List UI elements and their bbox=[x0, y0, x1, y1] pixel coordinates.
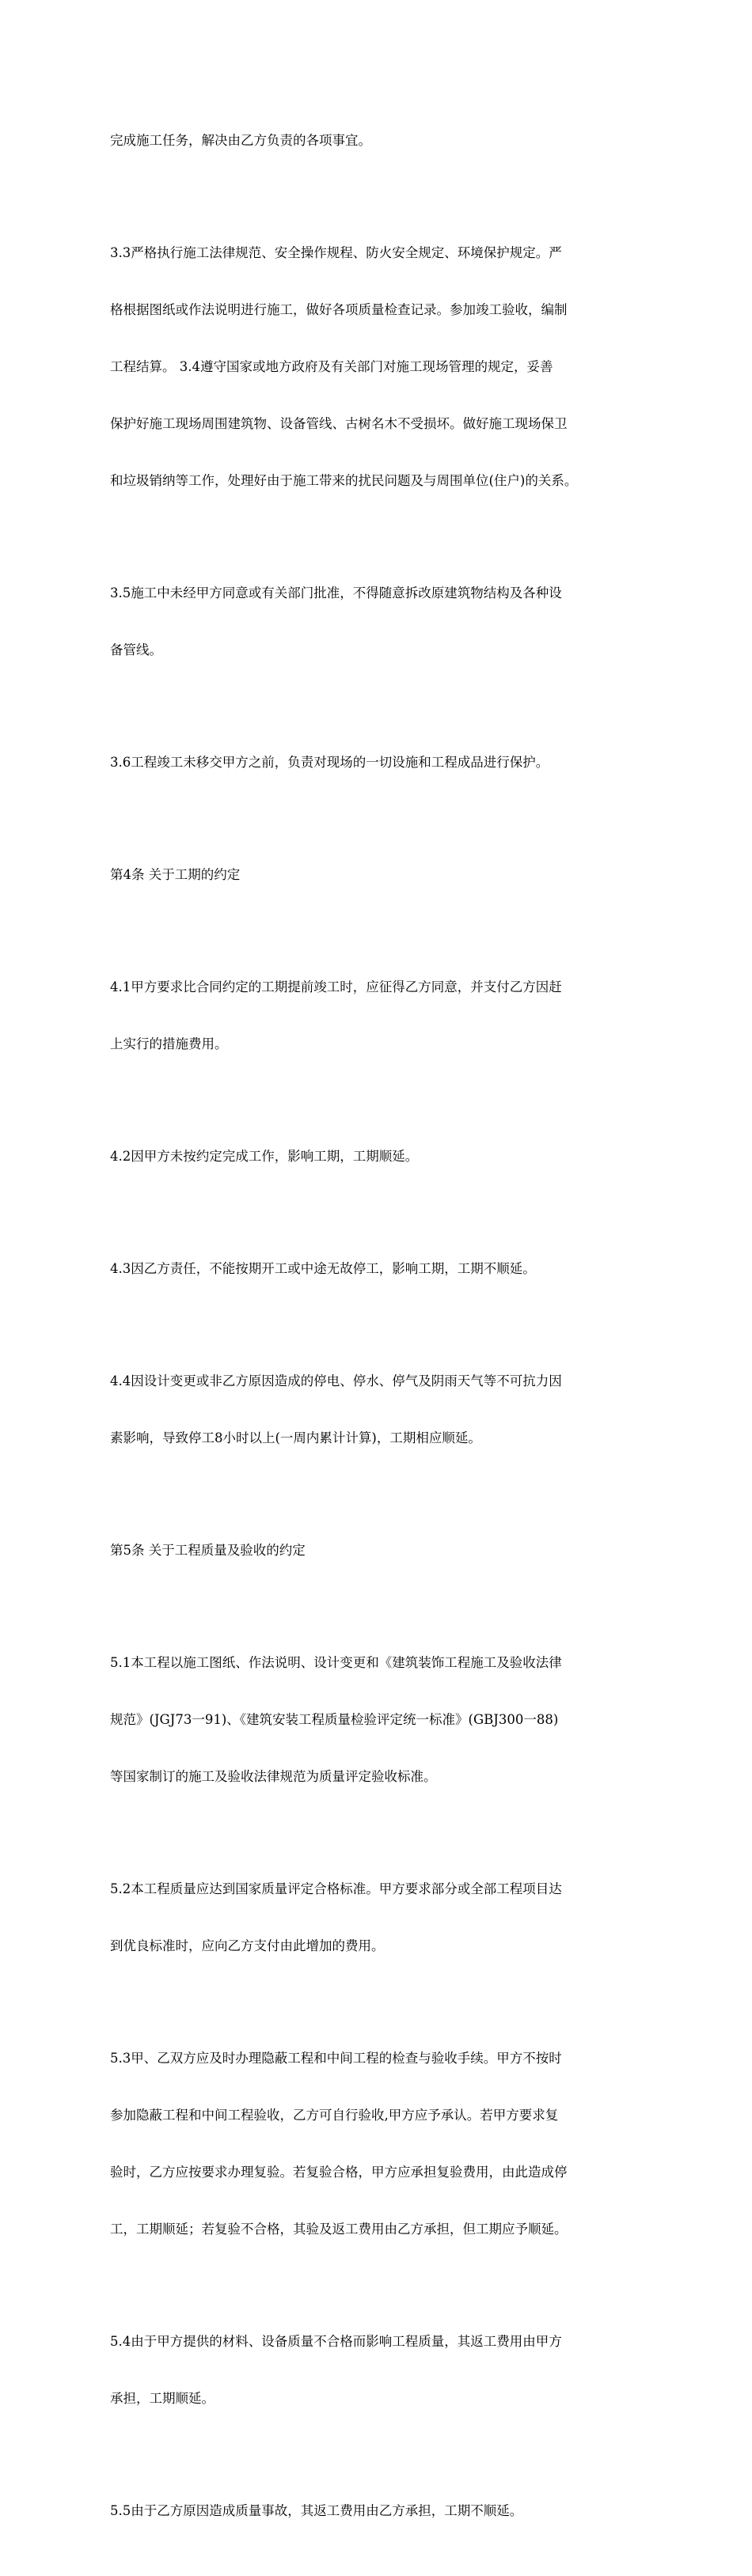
text-line: 5.4由于甲方提供的材料、设备质量不合格而影响工程质量，其返工费用由甲方 bbox=[110, 2334, 562, 2349]
text-line: 4.4因设计变更或非乙方原因造成的停电、停水、停气及阴雨天气等不可抗力因 bbox=[110, 1373, 562, 1388]
text-line: 3.3严格执行施工法律规范、安全操作规程、防火安全规定、环境保护规定。严 bbox=[110, 245, 562, 260]
text-line: 验时，乙方应按要求办理复验。若复验合格，甲方应承担复验费用，由此造成停 bbox=[110, 2165, 568, 2180]
paragraph-4-2 bbox=[110, 1109, 656, 1204]
text-line: 工程结算。 3.4遵守国家或地方政府及有关部门对施工现场管理的规定，妥善 bbox=[110, 359, 553, 374]
paragraph-3-6 bbox=[110, 715, 656, 810]
section-heading-article-5 bbox=[110, 1503, 656, 1598]
text-line: 规范》(JGJ73一91)、《建筑安装工程质量检验评定统一标准》(GBJ300一88) bbox=[110, 1712, 559, 1727]
text-line: 4.1甲方要求比合同约定的工期提前竣工时，应征得乙方同意，并支付乙方因赶 bbox=[110, 979, 562, 994]
text-line: 4.2因甲方未按约定完成工作，影响工期，工期顺延。 bbox=[110, 1149, 419, 1164]
text-line: 参加隐蔽工程和中间工程验收，乙方可自行验收,甲方应予承认。若甲方要求复 bbox=[110, 2108, 559, 2123]
text-line: 第5条 关于工程质量及验收的约定 bbox=[110, 1543, 306, 1558]
text-line: 第4条 关于工期的约定 bbox=[110, 867, 241, 882]
paragraph-continuation bbox=[110, 93, 656, 188]
document-page bbox=[110, 93, 656, 2576]
text-line: 5.5由于乙方原因造成质量事故，其返工费用由乙方承担，工期不顺延。 bbox=[110, 2503, 523, 2518]
paragraph-5-3 bbox=[110, 2011, 656, 2277]
text-line: 3.5施工中未经甲方同意或有关部门批准，不得随意拆改原建筑物结构及各种设 bbox=[110, 585, 562, 600]
paragraph-4-3 bbox=[110, 1222, 656, 1316]
text-line: 完成施工任务，解决由乙方负责的各项事宜。 bbox=[110, 133, 371, 148]
text-line: 上实行的措施费用。 bbox=[110, 1036, 228, 1051]
paragraph-4-4 bbox=[110, 1334, 656, 1486]
text-line: 5.2本工程质量应达到国家质量评定合格标准。甲方要求部分或全部工程项目达 bbox=[110, 1881, 562, 1896]
section-heading-article-4 bbox=[110, 828, 656, 922]
paragraph-5-5 bbox=[110, 2464, 656, 2559]
paragraph-5-1 bbox=[110, 1616, 656, 1824]
text-line: 素影响，导致停工8小时以上(一周内累计计算)，工期相应顺延。 bbox=[110, 1430, 481, 1445]
text-line: 到优良标准时，应向乙方支付由此增加的费用。 bbox=[110, 1938, 385, 1953]
text-line: 工，工期顺延；若复验不合格，其验及返工费用由乙方承担，但工期应予顺延。 bbox=[110, 2222, 568, 2237]
text-line: 3.6工程竣工未移交甲方之前，负责对现场的一切设施和工程成品进行保护。 bbox=[110, 755, 549, 770]
text-line: 和垃圾销纳等工作，处理好由于施工带来的扰民问题及与周围单位(住户)的关系。 bbox=[110, 473, 578, 488]
text-line: 保护好施工现场周围建筑物、设备管线、古树名木不受损坏。做好施工现场保卫 bbox=[110, 416, 568, 431]
paragraph-3-5 bbox=[110, 546, 656, 698]
text-line: 等国家制订的施工及验收法律规范为质量评定验收标准。 bbox=[110, 1769, 437, 1784]
text-line: 4.3因乙方责任，不能按期开工或中途无故停工，影响工期，工期不顺延。 bbox=[110, 1261, 536, 1276]
paragraph-3-3 bbox=[110, 206, 656, 528]
paragraph-5-4 bbox=[110, 2294, 656, 2446]
text-line: 5.3甲、乙双方应及时办理隐蔽工程和中间工程的检查与验收手续。甲方不按时 bbox=[110, 2051, 562, 2066]
text-line: 5.1本工程以施工图纸、作法说明、设计变更和《建筑装饰工程施工及验收法律 bbox=[110, 1655, 562, 1670]
text-line: 格根据图纸或作法说明进行施工，做好各项质量检查记录。参加竣工验收，编制 bbox=[110, 302, 568, 317]
paragraph-4-1 bbox=[110, 940, 656, 1092]
text-line: 承担，工期顺延。 bbox=[110, 2391, 215, 2406]
text-line: 备管线。 bbox=[110, 642, 162, 657]
paragraph-5-2 bbox=[110, 1842, 656, 1994]
